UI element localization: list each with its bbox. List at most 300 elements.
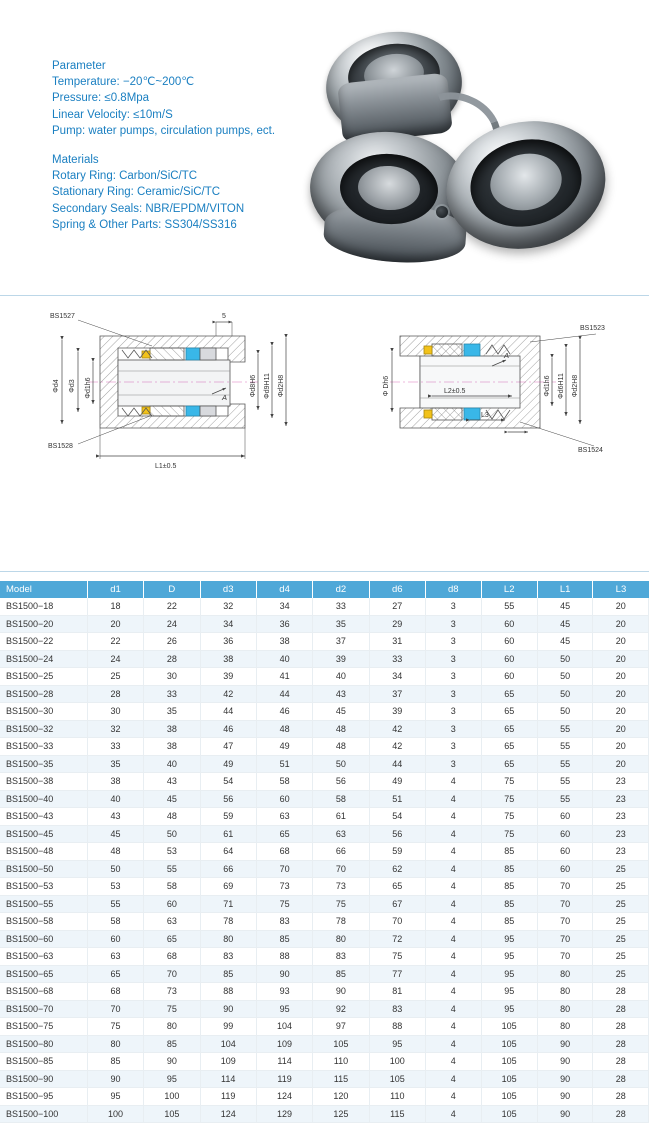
cell-d2: 120 <box>313 1088 369 1106</box>
cell-L2: 105 <box>481 1018 537 1036</box>
cell-d4: 90 <box>256 965 312 983</box>
cell-d8: 3 <box>425 650 481 668</box>
cell-d1: 50 <box>87 860 143 878</box>
cell-D: 50 <box>144 825 200 843</box>
table-row <box>0 843 649 861</box>
cell-model: BS1500−95 <box>0 1088 87 1106</box>
cell-L3: 23 <box>593 773 649 791</box>
right-dim-d6h11: Φd6H11 <box>558 373 565 399</box>
table-row <box>0 825 649 843</box>
table-row <box>0 1053 649 1071</box>
cell-d3: 44 <box>200 703 256 721</box>
cell-L3: 25 <box>593 913 649 931</box>
cell-L3: 25 <box>593 965 649 983</box>
cell-d3: 119 <box>200 1088 256 1106</box>
cell-d4: 65 <box>256 825 312 843</box>
right-bottom-label: BS1524 <box>578 447 603 454</box>
cell-L1: 90 <box>537 1053 593 1071</box>
cell-model: BS1500−53 <box>0 878 87 896</box>
table-row <box>0 808 649 826</box>
left-dim-d4: Φd4 <box>53 379 60 393</box>
cell-d1: 20 <box>87 615 143 633</box>
mechanical-seal-photo <box>318 28 618 268</box>
cell-d3: 114 <box>200 1070 256 1088</box>
cell-L1: 80 <box>537 983 593 1001</box>
table-row <box>0 720 649 738</box>
cell-d3: 32 <box>200 598 256 615</box>
cell-L3: 20 <box>593 668 649 686</box>
cell-L2: 75 <box>481 825 537 843</box>
cell-L3: 20 <box>593 703 649 721</box>
right-section-arrow: A <box>504 351 510 360</box>
cell-d4: 38 <box>256 633 312 651</box>
cell-d2: 115 <box>313 1070 369 1088</box>
table-row <box>0 633 649 651</box>
cell-L2: 65 <box>481 738 537 756</box>
cell-L2: 105 <box>481 1088 537 1106</box>
table-row <box>0 895 649 913</box>
cell-model: BS1500−33 <box>0 738 87 756</box>
cell-D: 60 <box>144 895 200 913</box>
cell-D: 22 <box>144 598 200 615</box>
cell-d8: 4 <box>425 843 481 861</box>
cell-d8: 4 <box>425 965 481 983</box>
cell-d1: 48 <box>87 843 143 861</box>
cell-d3: 38 <box>200 650 256 668</box>
cell-L3: 20 <box>593 633 649 651</box>
cell-L1: 90 <box>537 1035 593 1053</box>
cell-d1: 85 <box>87 1053 143 1071</box>
cell-model: BS1500−40 <box>0 790 87 808</box>
cell-d8: 4 <box>425 1000 481 1018</box>
cell-d4: 95 <box>256 1000 312 1018</box>
th-L2: L2 <box>481 581 537 598</box>
cell-L1: 90 <box>537 1070 593 1088</box>
cell-d2: 48 <box>313 738 369 756</box>
cell-L2: 85 <box>481 895 537 913</box>
cell-d8: 4 <box>425 1088 481 1106</box>
cell-d3: 34 <box>200 615 256 633</box>
cell-model: BS1500−43 <box>0 808 87 826</box>
cell-d1: 70 <box>87 1000 143 1018</box>
cell-d6: 51 <box>369 790 425 808</box>
cell-d8: 4 <box>425 1070 481 1088</box>
cell-d1: 95 <box>87 1088 143 1106</box>
cell-d4: 58 <box>256 773 312 791</box>
cell-L3: 28 <box>593 1000 649 1018</box>
cell-model: BS1500−28 <box>0 685 87 703</box>
cell-model: BS1500−75 <box>0 1018 87 1036</box>
th-D: D <box>144 581 200 598</box>
materials-stationary-ring: Stationary Ring: Ceramic/SiC/TC <box>52 186 221 199</box>
materials-spring-other: Spring & Other Parts: SS304/SS316 <box>52 218 237 231</box>
cell-d3: 66 <box>200 860 256 878</box>
cell-d8: 4 <box>425 948 481 966</box>
table-row <box>0 598 649 615</box>
cell-d6: 33 <box>369 650 425 668</box>
seal-set-screw <box>436 206 448 218</box>
cell-model: BS1500−100 <box>0 1105 87 1123</box>
cell-L2: 55 <box>481 598 537 615</box>
cell-D: 105 <box>144 1105 200 1123</box>
cell-L2: 75 <box>481 790 537 808</box>
cell-d2: 70 <box>313 860 369 878</box>
cell-d2: 63 <box>313 825 369 843</box>
cell-D: 73 <box>144 983 200 1001</box>
right-dim-d1h6: Φd1h6 <box>544 375 551 397</box>
cell-model: BS1500−63 <box>0 948 87 966</box>
cell-d3: 109 <box>200 1053 256 1071</box>
cell-d8: 4 <box>425 773 481 791</box>
table-row <box>0 1000 649 1018</box>
cell-d8: 4 <box>425 913 481 931</box>
cell-model: BS1500−65 <box>0 965 87 983</box>
cell-d1: 60 <box>87 930 143 948</box>
cell-d6: 54 <box>369 808 425 826</box>
left-section-arrow: A <box>222 393 228 402</box>
cell-d6: 39 <box>369 703 425 721</box>
parameter-pump: Pump: water pumps, circulation pumps, ect. <box>52 124 276 137</box>
cell-d4: 75 <box>256 895 312 913</box>
cell-d3: 88 <box>200 983 256 1001</box>
cell-D: 30 <box>144 668 200 686</box>
cell-L2: 105 <box>481 1035 537 1053</box>
cell-d3: 124 <box>200 1105 256 1123</box>
cell-d3: 90 <box>200 1000 256 1018</box>
cell-L1: 70 <box>537 913 593 931</box>
cell-model: BS1500−24 <box>0 650 87 668</box>
cell-L3: 25 <box>593 895 649 913</box>
cell-d6: 42 <box>369 738 425 756</box>
cell-L2: 65 <box>481 703 537 721</box>
cell-model: BS1500−32 <box>0 720 87 738</box>
cell-d3: 39 <box>200 668 256 686</box>
cell-model: BS1500−68 <box>0 983 87 1001</box>
cell-d2: 45 <box>313 703 369 721</box>
table-row <box>0 738 649 756</box>
cell-d2: 43 <box>313 685 369 703</box>
cell-model: BS1500−30 <box>0 703 87 721</box>
cell-L1: 60 <box>537 825 593 843</box>
cell-d4: 51 <box>256 755 312 773</box>
cell-d4: 70 <box>256 860 312 878</box>
cell-d1: 90 <box>87 1070 143 1088</box>
cell-d8: 4 <box>425 808 481 826</box>
cell-L2: 105 <box>481 1053 537 1071</box>
cell-d3: 80 <box>200 930 256 948</box>
cell-L1: 50 <box>537 668 593 686</box>
cell-L2: 60 <box>481 633 537 651</box>
cell-L1: 70 <box>537 948 593 966</box>
cell-model: BS1500−60 <box>0 930 87 948</box>
cell-D: 58 <box>144 878 200 896</box>
th-d4: d4 <box>256 581 312 598</box>
cell-D: 38 <box>144 738 200 756</box>
cell-L2: 105 <box>481 1070 537 1088</box>
cell-L1: 60 <box>537 843 593 861</box>
cross-section-drawings <box>0 296 649 571</box>
cell-D: 80 <box>144 1018 200 1036</box>
cell-d6: 49 <box>369 773 425 791</box>
cell-d8: 3 <box>425 615 481 633</box>
right-top-label: BS1523 <box>580 325 605 332</box>
table-row <box>0 755 649 773</box>
th-d2: d2 <box>313 581 369 598</box>
cell-L1: 60 <box>537 860 593 878</box>
cell-d4: 36 <box>256 615 312 633</box>
th-d8: d8 <box>425 581 481 598</box>
cell-L2: 85 <box>481 860 537 878</box>
cell-L3: 28 <box>593 1070 649 1088</box>
cell-L1: 55 <box>537 773 593 791</box>
cell-L2: 60 <box>481 615 537 633</box>
cell-d3: 83 <box>200 948 256 966</box>
cell-d3: 64 <box>200 843 256 861</box>
cell-d2: 35 <box>313 615 369 633</box>
cell-d6: 34 <box>369 668 425 686</box>
cell-D: 24 <box>144 615 200 633</box>
cell-d2: 105 <box>313 1035 369 1053</box>
table-row <box>0 913 649 931</box>
cell-L1: 70 <box>537 930 593 948</box>
cell-L2: 65 <box>481 720 537 738</box>
cell-D: 40 <box>144 755 200 773</box>
right-dim-d2h8: Φd2H8 <box>572 374 579 398</box>
cell-d8: 4 <box>425 895 481 913</box>
cell-L1: 45 <box>537 598 593 615</box>
cell-L3: 25 <box>593 930 649 948</box>
cell-d8: 3 <box>425 703 481 721</box>
th-d6: d6 <box>369 581 425 598</box>
cell-d2: 33 <box>313 598 369 615</box>
left-bottom-label: BS1528 <box>48 443 73 450</box>
cell-d1: 28 <box>87 685 143 703</box>
cell-d8: 4 <box>425 860 481 878</box>
th-d1: d1 <box>87 581 143 598</box>
table-header-row <box>0 581 649 598</box>
cell-d4: 88 <box>256 948 312 966</box>
cell-L3: 20 <box>593 615 649 633</box>
cell-d6: 70 <box>369 913 425 931</box>
cell-d4: 83 <box>256 913 312 931</box>
materials-secondary-seals: Secondary Seals: NBR/EPDM/VITON <box>52 202 245 215</box>
cell-model: BS1500−70 <box>0 1000 87 1018</box>
cell-D: 35 <box>144 703 200 721</box>
table-row <box>0 878 649 896</box>
cell-d8: 4 <box>425 825 481 843</box>
cell-L2: 105 <box>481 1105 537 1123</box>
cell-d8: 3 <box>425 755 481 773</box>
cell-D: 100 <box>144 1088 200 1106</box>
cell-d6: 29 <box>369 615 425 633</box>
left-dim-d9h11: Φd9H11 <box>264 373 271 399</box>
specification-text-block <box>52 58 352 233</box>
cell-model: BS1500−80 <box>0 1035 87 1053</box>
cell-L3: 28 <box>593 1035 649 1053</box>
cell-L1: 55 <box>537 755 593 773</box>
cell-L3: 20 <box>593 720 649 738</box>
cell-L3: 20 <box>593 755 649 773</box>
cell-model: BS1500−48 <box>0 843 87 861</box>
cell-d2: 92 <box>313 1000 369 1018</box>
cell-d1: 58 <box>87 913 143 931</box>
cell-d8: 4 <box>425 983 481 1001</box>
cell-d6: 72 <box>369 930 425 948</box>
right-dim-l3: L3 <box>481 412 489 419</box>
cell-model: BS1500−90 <box>0 1070 87 1088</box>
cell-d6: 88 <box>369 1018 425 1036</box>
parameter-title: Parameter <box>52 60 106 72</box>
cell-L3: 23 <box>593 843 649 861</box>
cell-d1: 53 <box>87 878 143 896</box>
left-dim-top-small: 5 <box>222 313 226 320</box>
cell-d1: 35 <box>87 755 143 773</box>
table-row <box>0 685 649 703</box>
cell-L3: 28 <box>593 1088 649 1106</box>
cell-d6: 81 <box>369 983 425 1001</box>
cell-d6: 115 <box>369 1105 425 1123</box>
cell-model: BS1500−35 <box>0 755 87 773</box>
cell-d6: 27 <box>369 598 425 615</box>
cell-L2: 60 <box>481 650 537 668</box>
cell-d4: 85 <box>256 930 312 948</box>
cell-d8: 3 <box>425 685 481 703</box>
table-row <box>0 790 649 808</box>
cell-d3: 61 <box>200 825 256 843</box>
cell-L3: 25 <box>593 860 649 878</box>
cell-L2: 65 <box>481 755 537 773</box>
right-dim-dh6: Φ Dh6 <box>383 375 390 397</box>
cell-d3: 36 <box>200 633 256 651</box>
cell-L1: 55 <box>537 738 593 756</box>
cell-d2: 37 <box>313 633 369 651</box>
cell-d1: 32 <box>87 720 143 738</box>
cell-d1: 65 <box>87 965 143 983</box>
cell-L2: 75 <box>481 773 537 791</box>
cell-d6: 105 <box>369 1070 425 1088</box>
cell-L3: 23 <box>593 808 649 826</box>
cell-L3: 20 <box>593 650 649 668</box>
cell-d1: 75 <box>87 1018 143 1036</box>
cell-d3: 42 <box>200 685 256 703</box>
cell-d6: 31 <box>369 633 425 651</box>
cell-L2: 95 <box>481 948 537 966</box>
cell-L1: 90 <box>537 1088 593 1106</box>
cell-d2: 97 <box>313 1018 369 1036</box>
cell-L3: 20 <box>593 598 649 615</box>
cell-D: 45 <box>144 790 200 808</box>
cell-d8: 3 <box>425 668 481 686</box>
cell-d3: 56 <box>200 790 256 808</box>
table-row <box>0 930 649 948</box>
cell-L2: 95 <box>481 1000 537 1018</box>
cell-d3: 59 <box>200 808 256 826</box>
table-row <box>0 1035 649 1053</box>
cell-L2: 85 <box>481 878 537 896</box>
cell-d8: 4 <box>425 1105 481 1123</box>
cell-D: 43 <box>144 773 200 791</box>
cell-L1: 55 <box>537 790 593 808</box>
cell-D: 33 <box>144 685 200 703</box>
cell-d1: 24 <box>87 650 143 668</box>
cell-d3: 85 <box>200 965 256 983</box>
cell-L1: 45 <box>537 633 593 651</box>
cell-d6: 83 <box>369 1000 425 1018</box>
cell-L2: 75 <box>481 808 537 826</box>
table-row <box>0 773 649 791</box>
cell-d4: 63 <box>256 808 312 826</box>
cell-d6: 56 <box>369 825 425 843</box>
cell-model: BS1500−38 <box>0 773 87 791</box>
cell-L3: 25 <box>593 948 649 966</box>
spacer <box>52 139 352 152</box>
cell-d6: 62 <box>369 860 425 878</box>
table-row <box>0 860 649 878</box>
cell-L1: 80 <box>537 1018 593 1036</box>
table-body <box>0 598 649 1123</box>
cell-L2: 65 <box>481 685 537 703</box>
cell-model: BS1500−20 <box>0 615 87 633</box>
cell-d6: 77 <box>369 965 425 983</box>
cell-d4: 109 <box>256 1035 312 1053</box>
cell-L3: 20 <box>593 685 649 703</box>
cell-d1: 40 <box>87 790 143 808</box>
cell-d6: 75 <box>369 948 425 966</box>
parameter-pressure: Pressure: ≤0.8Mpa <box>52 92 150 105</box>
table-row <box>0 1105 649 1123</box>
cell-d4: 44 <box>256 685 312 703</box>
cell-d6: 67 <box>369 895 425 913</box>
cell-d2: 48 <box>313 720 369 738</box>
left-dim-d8h6: Φd8H6 <box>250 374 257 398</box>
cell-d1: 38 <box>87 773 143 791</box>
cell-L1: 45 <box>537 615 593 633</box>
cell-L3: 28 <box>593 1105 649 1123</box>
cell-d8: 4 <box>425 1018 481 1036</box>
table-row <box>0 615 649 633</box>
cell-d1: 63 <box>87 948 143 966</box>
cell-D: 38 <box>144 720 200 738</box>
cell-d8: 3 <box>425 633 481 651</box>
cell-d3: 54 <box>200 773 256 791</box>
cell-d2: 61 <box>313 808 369 826</box>
cell-D: 26 <box>144 633 200 651</box>
cell-L2: 95 <box>481 930 537 948</box>
cell-L2: 85 <box>481 913 537 931</box>
cell-L1: 70 <box>537 878 593 896</box>
cell-d8: 3 <box>425 598 481 615</box>
cell-d2: 39 <box>313 650 369 668</box>
materials-rotary-ring: Rotary Ring: Carbon/SiC/TC <box>52 170 198 183</box>
cell-L1: 50 <box>537 650 593 668</box>
cell-d2: 75 <box>313 895 369 913</box>
cell-D: 55 <box>144 860 200 878</box>
cell-d8: 4 <box>425 1053 481 1071</box>
cell-d6: 37 <box>369 685 425 703</box>
cell-model: BS1500−50 <box>0 860 87 878</box>
cell-L2: 95 <box>481 983 537 1001</box>
materials-title: Materials <box>52 154 99 167</box>
cell-model: BS1500−18 <box>0 598 87 615</box>
cell-d2: 85 <box>313 965 369 983</box>
cell-d4: 60 <box>256 790 312 808</box>
cell-d2: 50 <box>313 755 369 773</box>
cell-L1: 60 <box>537 808 593 826</box>
cell-d6: 59 <box>369 843 425 861</box>
cell-L1: 50 <box>537 685 593 703</box>
cell-L1: 50 <box>537 703 593 721</box>
cell-d8: 4 <box>425 790 481 808</box>
